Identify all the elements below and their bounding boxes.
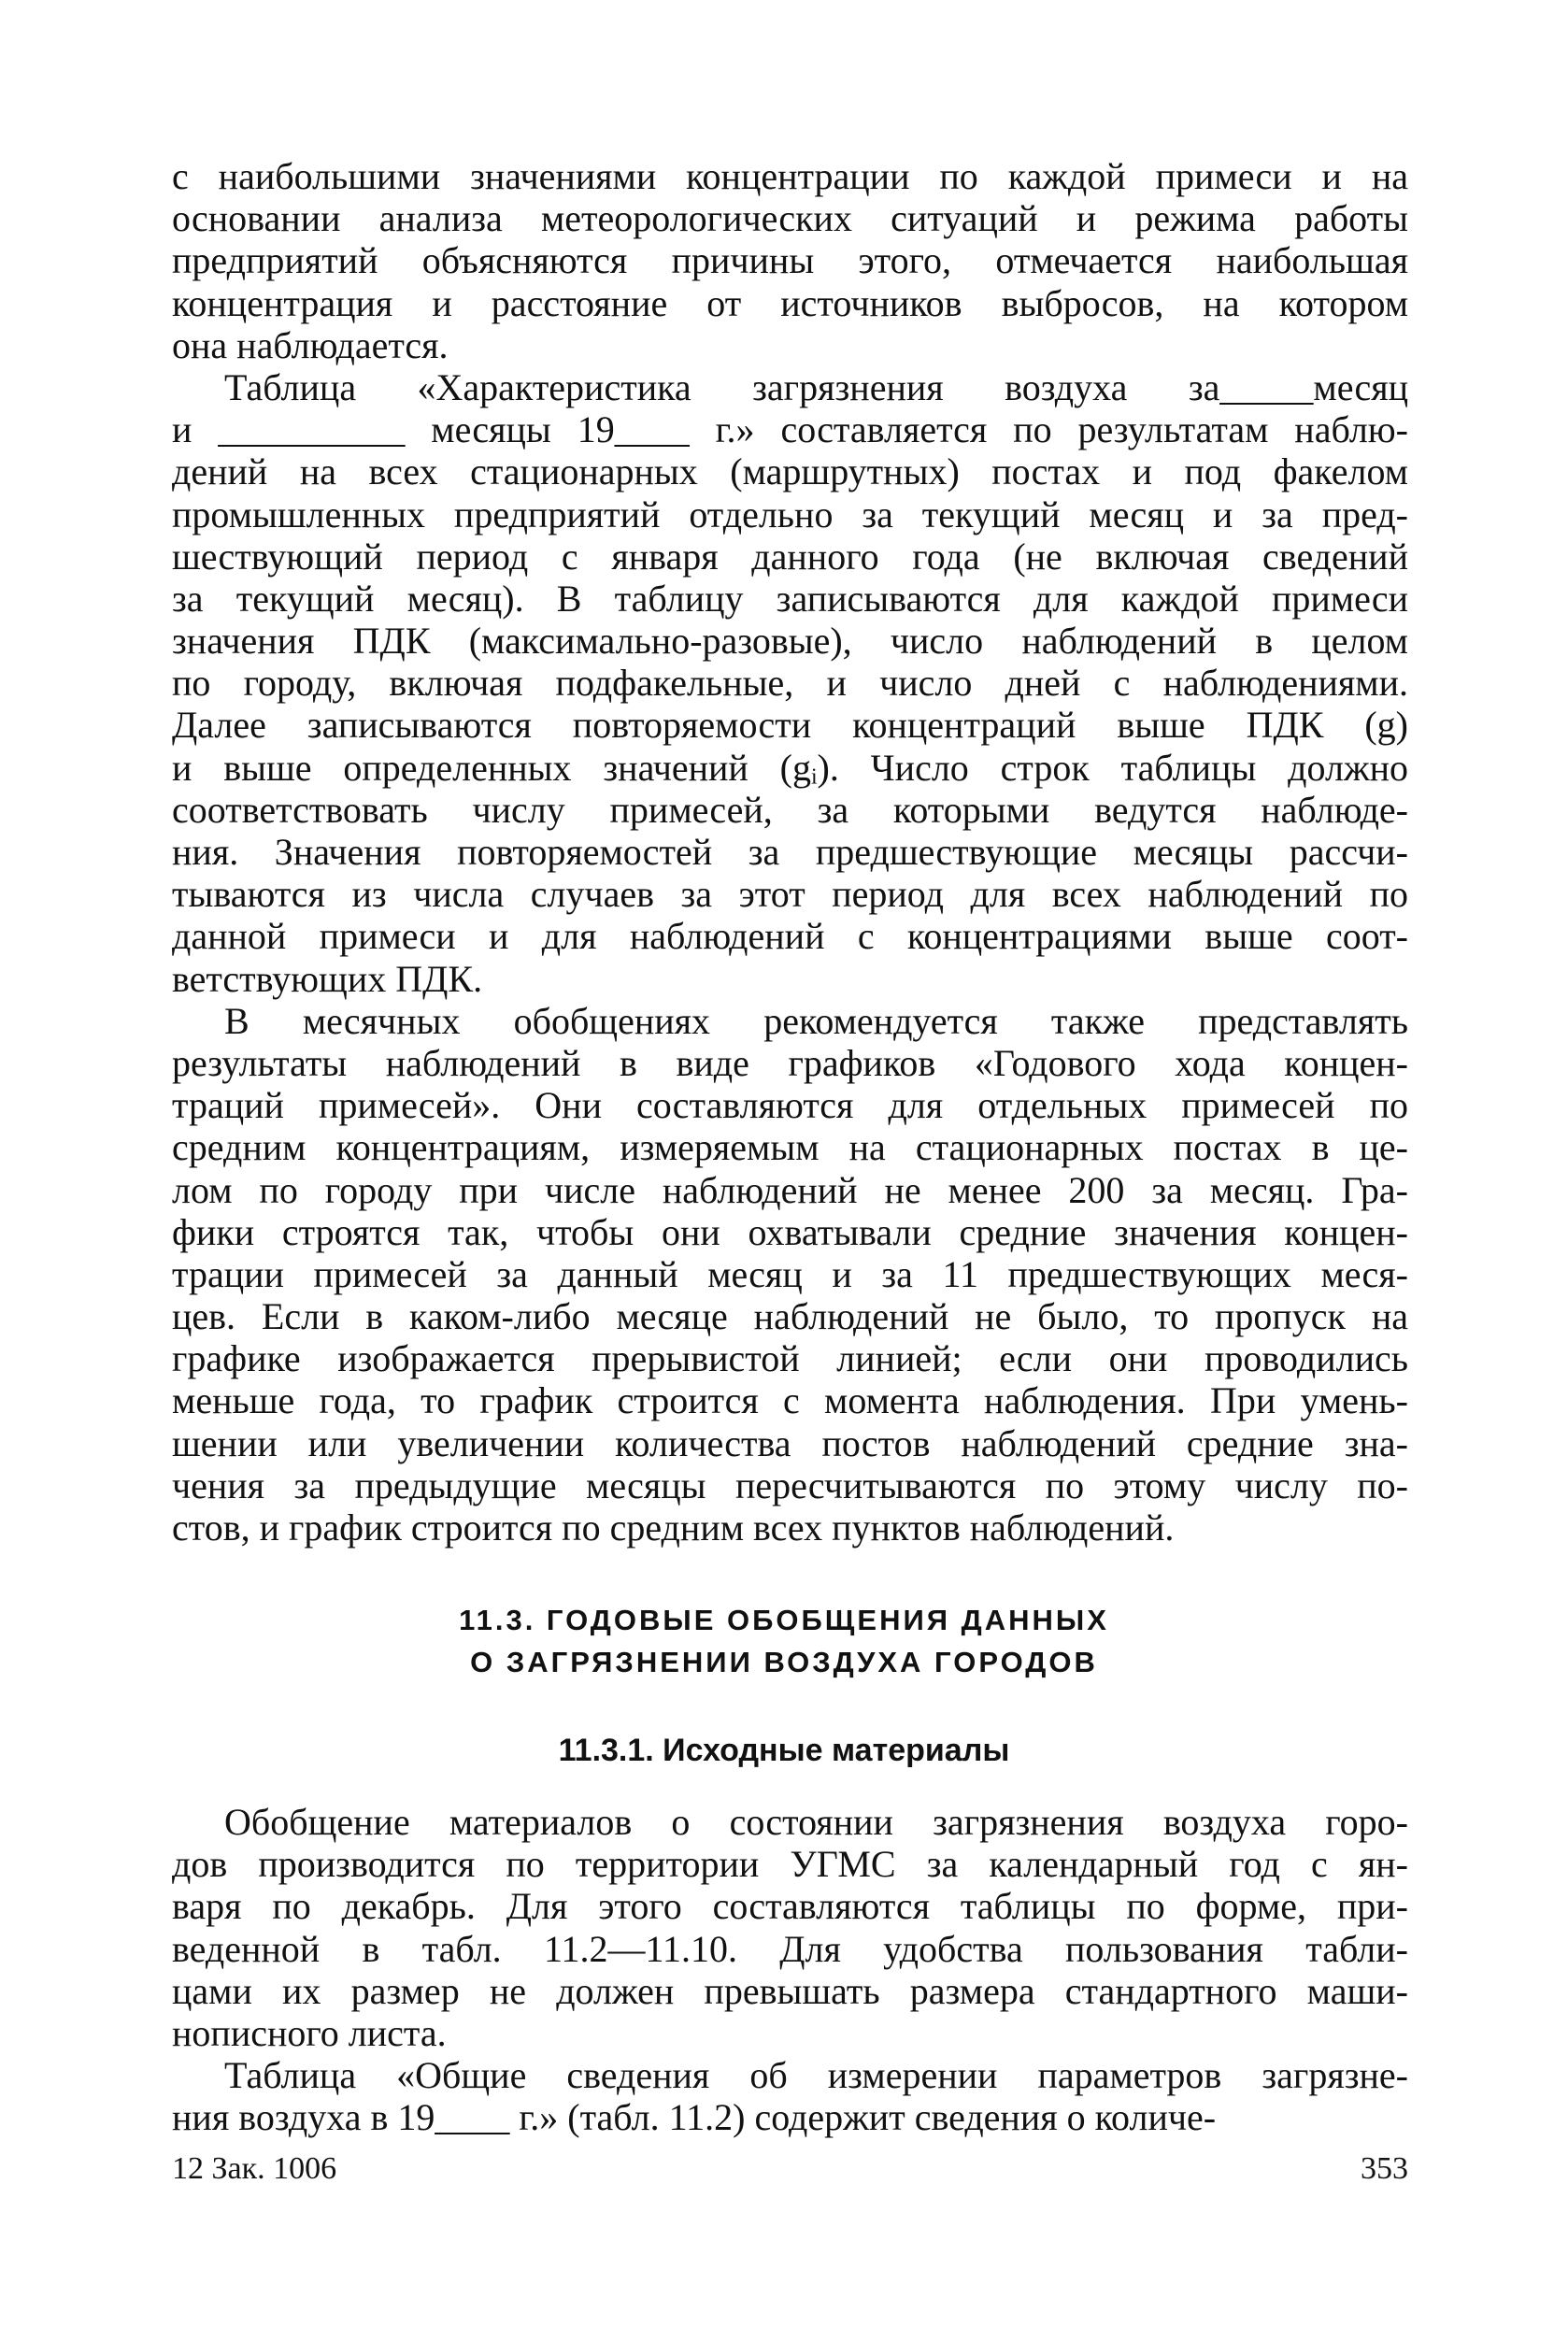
text-line: она наблюдается. [172,323,449,366]
text-line: средним концентрациям, измеряемым на стационарных постах в це- [172,1126,1408,1169]
body-text-section-2 [172,1801,1408,2139]
section-heading-line-1: 11.3. ГОДОВЫЕ ОБОБЩЕНИЯ ДАННЫХ [459,1604,1109,1636]
paragraph [172,1801,1408,2054]
text-line: варя по декабрь. Для этого составляются таблицы по форме, при- [172,1885,1408,1928]
text-line: соответствовать числу примесей, за которыми ведутся наблюде- [172,788,1408,831]
text-line: цами их размер не должен превышать размера стандартного маши- [172,1969,1408,2012]
text-line: и выше определенных значений (gᵢ). Число строк таблицы должно [172,746,1408,789]
text-line: предприятий объясняются причины этого, отмечается наибольшая [172,239,1408,282]
text-line: Таблица «Общие сведения об измерении параметров загрязне- [224,2054,1408,2097]
text-line: стов, и график строится по средним всех пунктов наблюдений. [172,1506,1175,1549]
text-line: по городу, включая подфакельные, и число дней с наблюдениями. [172,662,1408,705]
paragraph [172,155,1408,366]
text-line: тываются из числа случаев за этот период для всех наблюдений по [172,873,1408,916]
text-line: с наибольшими значениями концентрации по каждой примеси и на [172,155,1408,197]
subsection-heading: 11.3.1. Исходные материалы [558,1733,1010,1768]
text-line: траций примесей». Они составляются для отдельных примесей по [172,1084,1408,1127]
text-line: В месячных обобщениях рекомендуется также представлять [224,999,1408,1042]
text-line: дений на всех стационарных (маршрутных) постах и под факелом [172,450,1408,493]
footer-signature: 12 Зак. 1006 [172,2151,337,2186]
text-line: графике изображается прерывистой линией; если они проводились [172,1337,1408,1380]
text-line: концентрация и расстояние от источников выбросов, на котором [172,281,1408,324]
text-line: трации примесей за данный месяц и за 11 предшествующих меся- [172,1252,1408,1295]
text-line: лом по городу при числе наблюдений не менее 200 за месяц. Гра- [172,1168,1408,1211]
text-line: шествующий период с января данного года (не включая сведений [172,535,1408,578]
text-line: фики строятся так, чтобы они охватывали средние значения концен- [172,1210,1408,1253]
body-text-section-1 [172,155,1408,1549]
text-line: нописного листа. [172,2011,447,2054]
text-line: дов производится по территории УГМС за календарный год с ян- [172,1843,1408,1886]
text-line: Обобщение материалов о состоянии загрязнения воздуха горо- [224,1801,1408,1843]
text-line: Далее записываются повторяемости концентраций выше ПДК (g) [172,704,1408,747]
text-line: ветствующих ПДК. [172,957,483,1000]
section-heading-line-2: О ЗАГРЯЗНЕНИИ ВОЗДУХА ГОРОДОВ [470,1646,1098,1678]
text-line: за текущий месяц). В таблицу записываются для каждой примеси [172,577,1408,620]
text-line: чения за предыдущие месяцы пересчитываются по этому числу по- [172,1463,1408,1506]
paragraph [172,2054,1408,2138]
text-line: меньше года, то график строится с момента наблюдения. При умень- [172,1379,1408,1422]
page-number: 353 [1361,2151,1408,2186]
text-line: и __________ месяцы 19____ г.» составляется по результатам наблю- [172,408,1408,451]
text-line: значения ПДК (максимально-разовые), число наблюдений в целом [172,620,1408,663]
text-line: результаты наблюдений в виде графиков «Годового хода концен- [172,1041,1408,1084]
paragraph [172,1000,1408,1549]
text-line: Таблица «Характеристика загрязнения воздуха за_____месяц [224,365,1408,408]
text-line: промышленных предприятий отдельно за текущий месяц и за пред- [172,492,1408,535]
text-line: шении или увеличении количества постов наблюдений средние зна- [172,1421,1408,1464]
text-line: веденной в табл. 11.2—11.10. Для удобства пользования табли- [172,1927,1408,1970]
text-line: ния. Значения повторяемостей за предшествующие месяцы рассчи- [172,831,1408,873]
text-line: основании анализа метеорологических ситуаций и режима работы [172,197,1408,240]
paragraph [172,366,1408,1000]
text-line: данной примеси и для наблюдений с концентрациями выше соот- [172,915,1408,958]
text-line: цев. Если в каком-либо месяце наблюдений не было, то пропуск на [172,1295,1408,1338]
text-line: ния воздуха в 19____ г.» (табл. 11.2) содержит сведения о количе- [172,2096,1217,2139]
